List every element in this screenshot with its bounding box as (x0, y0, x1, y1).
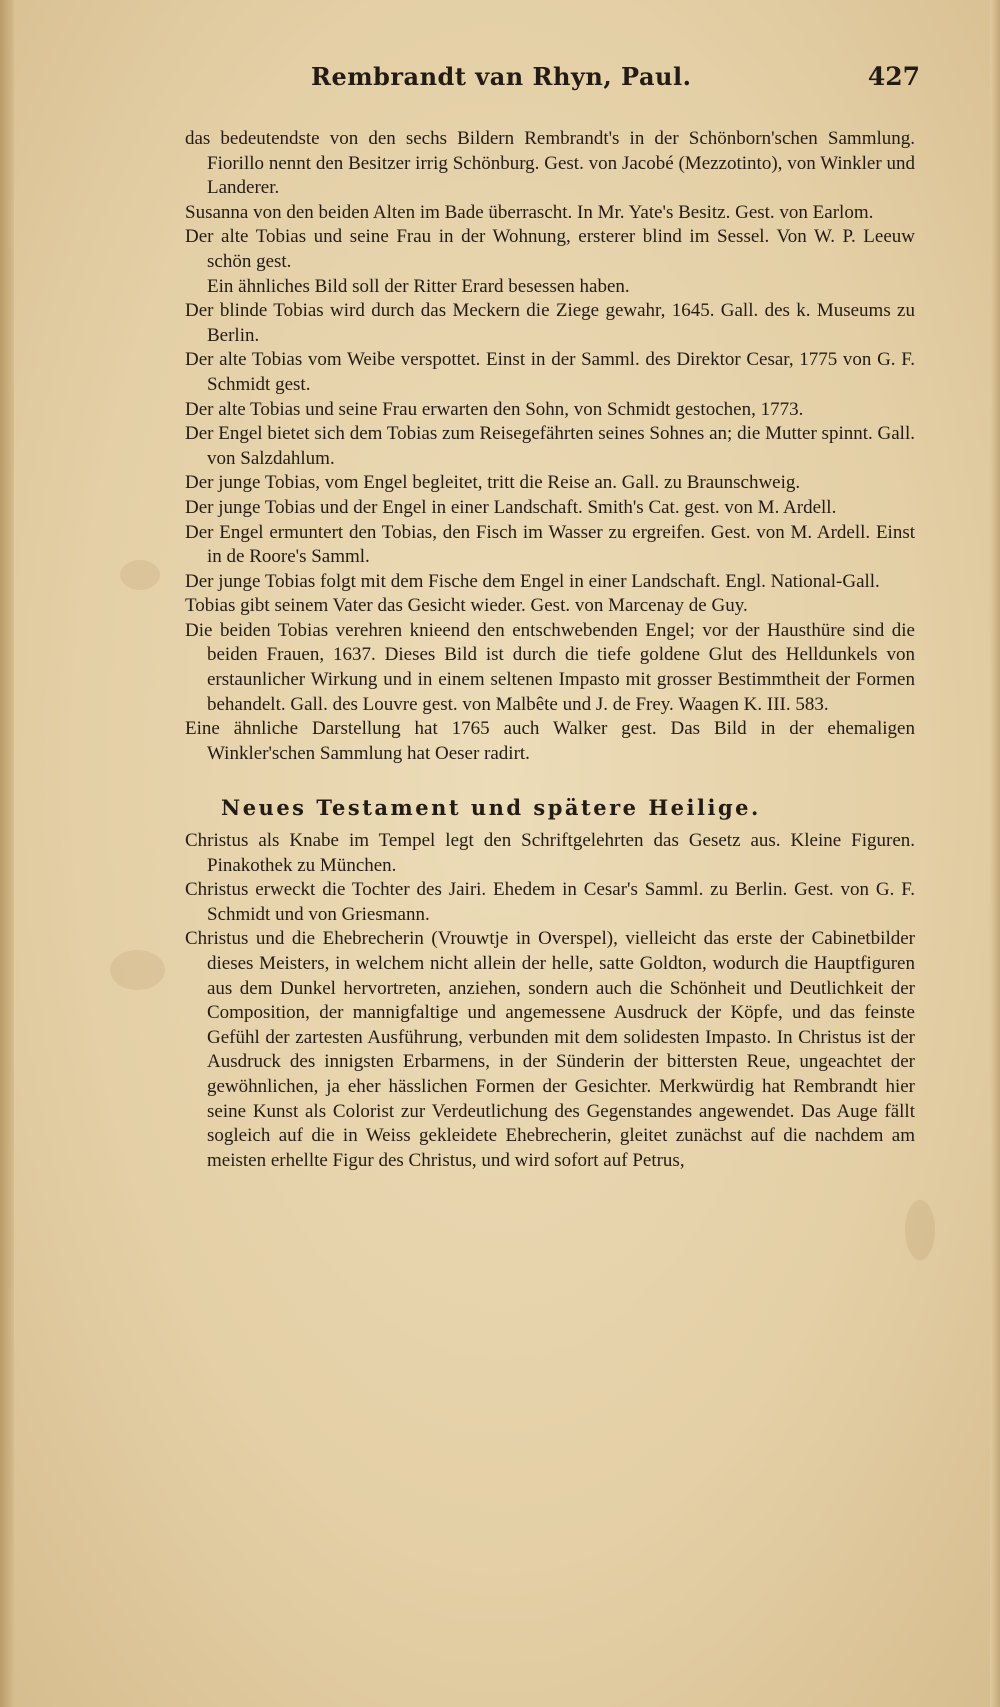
catalog-entry: Die beiden Tobias verehren knieend den entschwebenden Engel; vor der Hausthüre sind die beiden Frauen, 1637. Dieses Bild ist durch die tiefe goldene Glut des Helldunkels von erstaunlicher Wirkung und in einem seltenen Impasto mit grosser Bestimmtheit der Formen behandelt. Gall. des Louvre gest. von Malbête und J. de Frey. Waagen K. III. 583. (185, 619, 915, 715)
page-edge (990, 0, 1000, 1707)
section-heading: Neues Testament und spätere Heilige. (221, 795, 761, 821)
catalog-entry: Der junge Tobias und der Engel in einer Landschaft. Smith's Cat. gest. von M. Ardell. (185, 496, 837, 518)
catalog-entry: Der alte Tobias vom Weibe verspottet. Einst in der Samml. des Direktor Cesar, 1775 von G. F. Schmidt gest. (185, 349, 915, 395)
catalog-entry: Christus als Knabe im Tempel legt den Schriftgelehrten das Gesetz aus. Kleine Figuren. Pinakothek zu München. (185, 830, 915, 876)
catalog-entry: Der Engel ermuntert den Tobias, den Fisch im Wasser zu ergreifen. Gest. von M. Ardell. Einst in de Roore's Samml. (185, 521, 915, 568)
catalog-entry: Susanna von den beiden Alten im Bade überrascht. In Mr. Yate's Besitz. Gest. von Earlom. (185, 201, 874, 223)
paper-stain (905, 1200, 935, 1260)
catalog-entry: Christus erweckt die Tochter des Jairi. Ehedem in Cesar's Samml. zu Berlin. Gest. von G. F. Schmidt und von Griesmann. (185, 879, 915, 925)
page-gutter-shadow (0, 0, 14, 1707)
catalog-entry: Der junge Tobias, vom Engel begleitet, tritt die Reise an. Gall. zu Braunschweig. (185, 472, 801, 494)
catalog-entry: Der Engel bietet sich dem Tobias zum Reisegefährten seines Sohnes an; die Mutter spinnt. Gall. von Salzdahlum. (185, 423, 915, 469)
catalog-entry: Der junge Tobias folgt mit dem Fische dem Engel in einer Landschaft. Engl. National-Gall. (185, 570, 880, 592)
catalog-entry: Der alte Tobias und seine Frau in der Wohnung, ersterer blind im Sessel. Von W. P. Leeuw schön gest. (185, 226, 915, 272)
catalog-entry: Der blinde Tobias wird durch das Meckern die Ziege gewahr, 1645. Gall. des k. Museums zu Berlin. (185, 300, 915, 346)
paper-stain (120, 560, 160, 590)
running-head: Rembrandt van Rhyn, Paul. (311, 62, 692, 91)
catalog-entry: Tobias gibt seinem Vater das Gesicht wieder. Gest. von Marcenay de Guy. (185, 595, 748, 617)
catalog-entry: Christus und die Ehebrecherin (Vrouwtje in Overspel), vielleicht das erste der Cabinetbilder dieses Meisters, in welchem nicht allein der helle, satte Goldton, wodurch die Hauptfiguren aus dem Dunkel hervortreten, anziehen, sondern auch die Schönheit und Deutlichkeit der Composition, der mannigfaltige und angemessene Ausdruck der Köpfe, und das feinste Gefühl der zartesten Ausführung, verbunden mit dem solidesten Impasto. In Christus ist der Ausdruck des innigsten Erbarmens, in der Sünderin der bittersten Reue, ungeachtet der gewöhnlichen, ja eher hässlichen Formen der Gesichter. Merkwürdig hat Rembrandt hier seine Kunst als Colorist zur Verdeutlichung des Gegenstandes angewendet. Das Auge fällt sogleich auf die in Weiss gekleidete Ehebrecherin, gleitet zunächst auf die nachdem am meisten erhellte Figur des Christus, und wird sofort auf Petrus, (185, 928, 915, 1171)
page-number: 427 (867, 62, 920, 91)
catalog-entry-note: Ein ähnliches Bild soll der Ritter Erard besessen haben. (207, 275, 630, 297)
page-body (185, 127, 915, 1173)
catalog-entry: Der alte Tobias und seine Frau erwarten den Sohn, von Schmidt gestochen, 1773. (185, 398, 804, 420)
paper-stain (110, 950, 165, 990)
page-header (185, 62, 920, 102)
catalog-entry: Eine ähnliche Darstellung hat 1765 auch Walker gest. Das Bild in der ehemaligen Winkler'schen Sammlung hat Oeser radirt. (185, 718, 915, 764)
catalog-entry-continuation: das bedeutendste von den sechs Bildern Rembrandt's in der Schönborn'schen Sammlung. Fiorillo nennt den Besitzer irrig Schönburg. Gest. von Jacobé (Mezzotinto), von Winkler und Landerer. (185, 128, 915, 199)
